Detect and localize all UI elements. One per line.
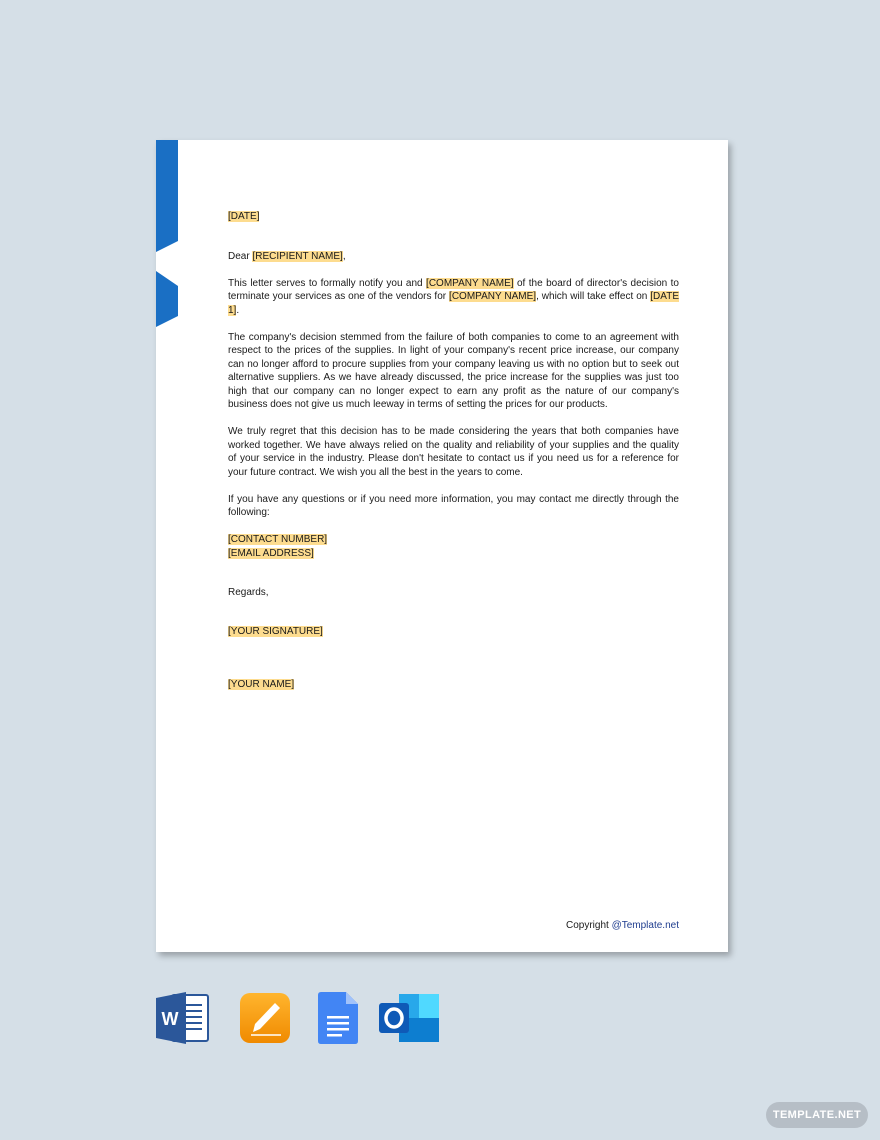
paragraph-contact: If you have any questions or if you need more information, you may contact me directly through the following: [228,493,679,518]
company-name-placeholder: [COMPANY NAME] [449,291,537,302]
compatible-apps [156,992,446,1044]
template-net-watermark: TEMPLATE.NET [766,1102,868,1128]
template-net-link[interactable]: @Template.net [611,920,679,931]
recipient-placeholder: [RECIPIENT NAME] [252,250,343,262]
paragraph-notice: This letter serves to formally notify you and [COMPANY NAME] of the board of director's decision to terminate your services as one of the vendors for [COMPANY NAME], which will take effect on [DATE 1]. [228,277,679,316]
contact-number: [CONTACT NUMBER] [228,534,328,545]
company-name-placeholder: [COMPANY NAME] [426,277,514,289]
letter-body [228,210,679,692]
google-docs-icon[interactable] [318,992,358,1044]
salutation: Dear [RECIPIENT NAME], [228,250,346,262]
paragraph-regret: We truly regret that this decision has to be made considering the years that both companies have worked together. We have always relied on the quality and reliability of your supplies and the quality of your service in the industry. Please don't hesitate to contact us if you need us for a reference for your future contract. We wish you all the best in the years to come. [228,426,679,478]
sender-name: [YOUR NAME] [228,679,295,690]
svg-text:W: W [161,1009,179,1029]
pages-icon[interactable] [239,992,291,1044]
closing: Regards, [228,587,269,598]
letter-date [228,210,679,224]
date-1-placeholder: [DATE 1] [228,291,679,316]
paragraph-reason: The company's decision stemmed from the failure of both companies to come to an agreement with respect to the prices of the supplies. In light of your company's recent price increase, our company can no longer afford to procure supplies from your company leaving us with no option but to seek out alternative suppliers. As we have already discussed, the price increase for the supplies was just too high that our company can no longer expect to earn any profit as the nature of our company's business does not give us much leeway in terms of setting the prices for our products. [228,331,679,410]
blue-ribbon-decoration [156,140,178,330]
word-icon[interactable] [156,992,210,1044]
outlook-icon[interactable] [379,992,441,1044]
letter-page [156,140,728,952]
email-address: [EMAIL ADDRESS] [228,547,314,559]
date-placeholder: [DATE] [228,211,260,222]
signature: [YOUR SIGNATURE] [228,625,323,637]
copyright: Copyright @Template.net [566,920,679,931]
